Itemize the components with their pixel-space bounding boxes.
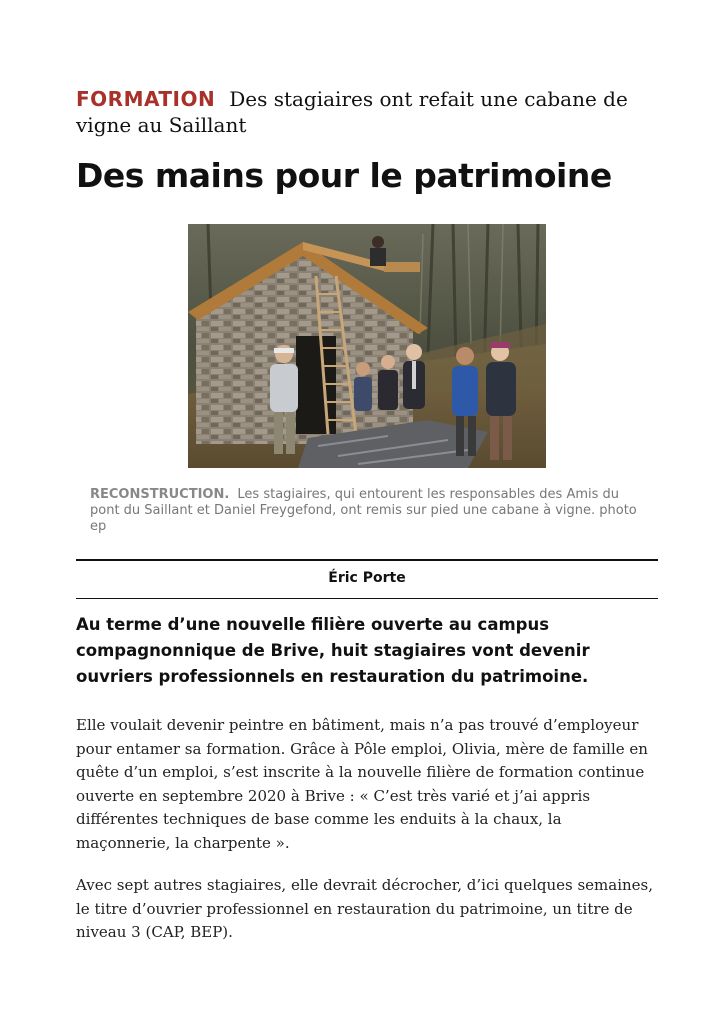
kicker-tag: FORMATION: [76, 87, 216, 111]
photo-caption: [90, 487, 646, 535]
body-paragraph-2: Avec sept autres stagiaires, elle devrait décrocher, d’ici quelques semaines, le titre d’ouvrier professionnel en restauration du patrimoine, un titre de niveau 3 (CAP, BEP).: [76, 876, 654, 941]
author-rule-bottom: [76, 598, 658, 599]
caption-text: Les stagiaires, qui entourent les responsables des Amis du pont du Saillant et Daniel Freygefond, ont remis sur pied une cabane à vigne. photo ep: [90, 487, 637, 534]
author-rule-top: [76, 559, 658, 561]
caption-lead: RECONSTRUCTION.: [90, 487, 230, 502]
article-photo: [188, 224, 546, 468]
author-byline: Éric Porte: [328, 570, 406, 586]
photo-stone-cabin-icon: [188, 224, 546, 468]
kicker: [76, 86, 658, 138]
body-paragraph-1: Elle voulait devenir peintre en bâtiment, mais n’a pas trouvé d’employeur pour entamer sa formation. Grâce à Pôle emploi, Olivia, mère de famille en quête d’un emploi, s’est inscrite à la nouvelle filière de formation continue ouverte en septembre 2020 à Brive : « C’est très varié et j’ai appris différentes techniques de base comme les enduits à la chaux, la maçonnerie, la charpente ».: [76, 716, 648, 852]
headline: Des mains pour le patrimoine: [76, 156, 612, 195]
article-lede: Au terme d’une nouvelle filière ouverte au campus compagnonnique de Brive, huit stagiaires vont devenir ouvriers professionnels en restauration du patrimoine.: [76, 615, 590, 686]
kicker-text: Des stagiaires ont refait une cabane de vigne au Saillant: [76, 87, 628, 137]
article-page: [76, 86, 658, 941]
